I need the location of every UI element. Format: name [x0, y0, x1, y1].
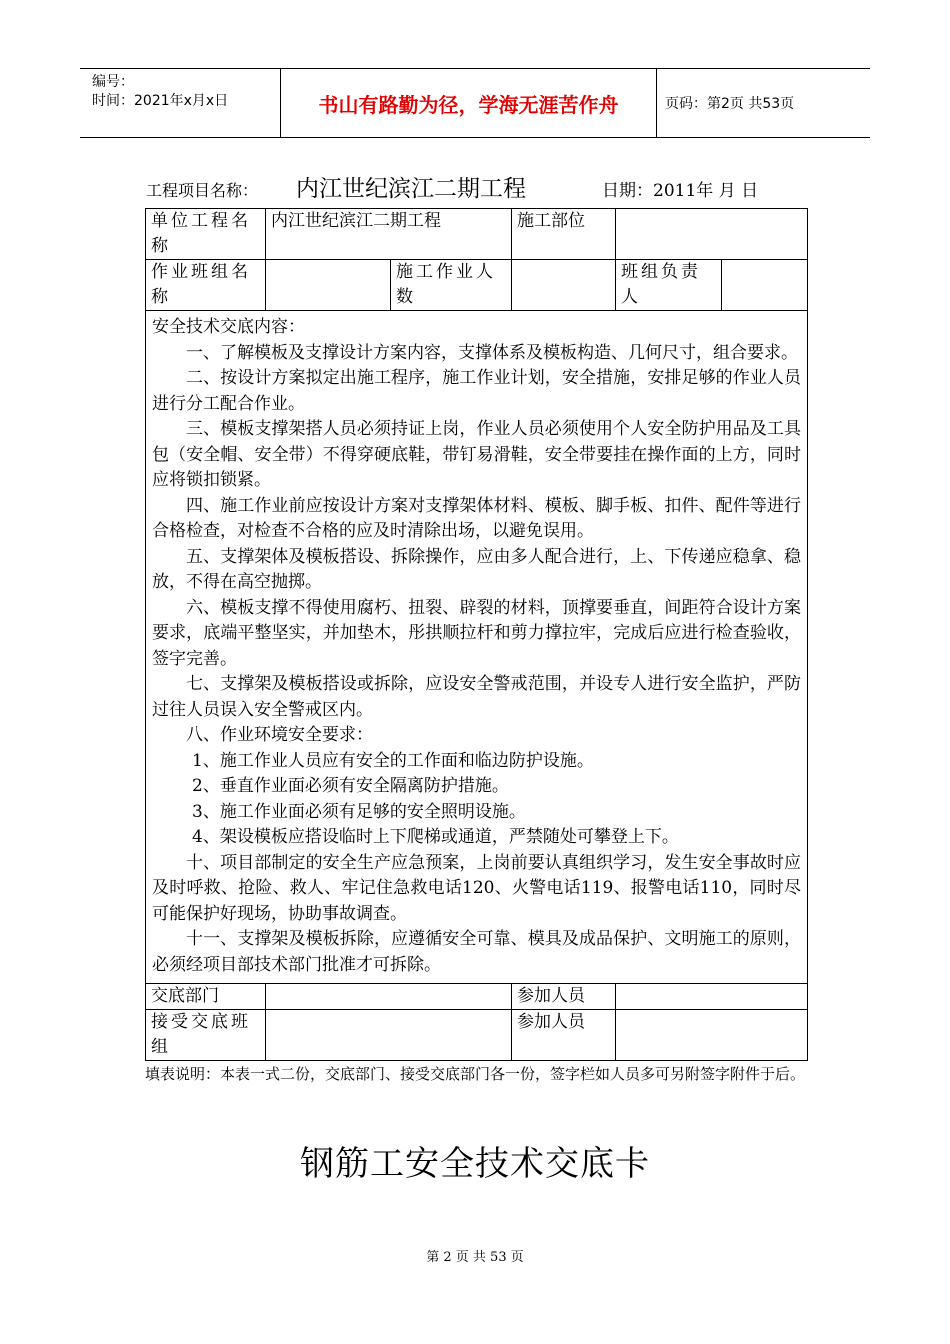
content-title: 安全技术交底内容： [152, 317, 305, 337]
leader-label: 班组负责人 [616, 260, 722, 311]
fill-instructions: 填表说明：本表一式二份，交底部门、接受交底部门各一份，签字栏如人员多可另附签字附件于后。 [145, 1065, 806, 1083]
workers-value[interactable] [512, 260, 616, 311]
next-section-title: 钢筋工安全技术交底卡 [300, 1144, 650, 1184]
header-page-info: 页码：第2页 共53页 [665, 96, 795, 112]
content-item: 四、施工作业前应按设计方案对支撑架体材料、模板、脚手板、扣件、配件等进行合格检查，对检查不合格的应及时清除出场，以避免误用。 [152, 495, 801, 541]
content-item: 二、按设计方案拟定出施工程序，施工作业计划，安全措施，安排足够的作业人员进行分工配合作业。 [152, 368, 801, 414]
content-item: 七、支撑架及模板搭设或拆除，应设安全警戒范围，并设专人进行安全监护，严防过往人员误入安全警戒区内。 [152, 674, 801, 720]
env-item: 2、垂直作业面必须有安全隔离防护措施。 [192, 776, 509, 796]
receiving-label: 接受交底班组 [146, 1010, 266, 1061]
content-item: 十、项目部制定的安全生产应急预案，上岗前要认真组织学习，发生安全事故时应及时呼救、抢险、救人、牢记住急救电话120、火警电话119、报警电话110，同时尽可能保护好现场，协助事故调查。 [152, 852, 801, 924]
participants-label-1: 参加人员 [512, 984, 616, 1010]
env-item: 1、施工作业人员应有安全的工作面和临边防护设施。 [192, 750, 594, 771]
time-label: 时间：2021年x月x日 [92, 93, 229, 109]
project-date: 日期：2011年 月 日 [602, 181, 759, 201]
participants-value-1[interactable] [616, 984, 808, 1010]
content-item: 六、模板支撑不得使用腐朽、扭裂、辟裂的材料，顶撑要垂直，间距符合设计方案要求，底端平整坚实，并加垫木，彤拱顺拉杆和剪力撑拉牢，完成后应进行检查验收，签字完善。 [152, 597, 801, 669]
header-meta [92, 73, 282, 111]
receiving-value[interactable] [266, 1010, 512, 1061]
location-value[interactable] [616, 209, 808, 260]
dept-label: 交底部门 [146, 984, 266, 1010]
env-item: 4、架设模板应搭设临时上下爬梯或通道，严禁随处可攀登上下。 [192, 827, 679, 847]
serial-label: 编号： [92, 74, 134, 90]
project-line [146, 170, 811, 204]
content-item: 三、模板支撑架搭人员必须持证上岗，作业人员必须使用个人安全防护用品及工具包（安全帽、安全带）不得穿硬底鞋，带钉易滑鞋，安全带要挂在操作面的上方，同时应将锁扣锁紧。 [152, 419, 801, 490]
unit-value[interactable]: 内江世纪滨江二期工程 [266, 209, 512, 260]
safety-briefing-table [145, 208, 808, 1061]
participants-label-2: 参加人员 [512, 1010, 616, 1061]
content-cell [146, 311, 808, 984]
header-motto: 书山有路勤为径，学海无涯苦作舟 [280, 69, 657, 137]
participants-value-2[interactable] [616, 1010, 808, 1061]
team-value[interactable] [266, 260, 391, 311]
team-label: 作业班组名称 [146, 260, 266, 311]
content-item: 五、支撑架体及模板搭设、拆除操作，应由多人配合进行，上、下传递应稳拿、稳放，不得在高空抛掷。 [152, 546, 801, 592]
project-name: 内江世纪滨江二期工程 [296, 176, 526, 202]
document-header [80, 68, 870, 138]
content-item: 一、了解模板及支撑设计方案内容，支撑体系及模板构造、几何尺寸，组合要求。 [186, 342, 798, 363]
page-footer: 第 2 页 共 53 页 [426, 1250, 524, 1265]
dept-value[interactable] [266, 984, 512, 1010]
project-label: 工程项目名称： [146, 181, 259, 200]
content-item: 八、作业环境安全要求： [186, 725, 373, 745]
unit-label: 单位工程名称 [146, 209, 266, 260]
leader-value[interactable] [722, 260, 808, 311]
location-label: 施工部位 [512, 209, 616, 260]
env-item: 3、施工作业面必须有足够的安全照明设施。 [192, 801, 526, 822]
content-item: 十一、支撑架及模板拆除，应遵循安全可靠、模具及成品保护、文明施工的原则，必须经项目部技术部门批准才可拆除。 [152, 929, 801, 975]
workers-label: 施工作业人数 [391, 260, 512, 311]
